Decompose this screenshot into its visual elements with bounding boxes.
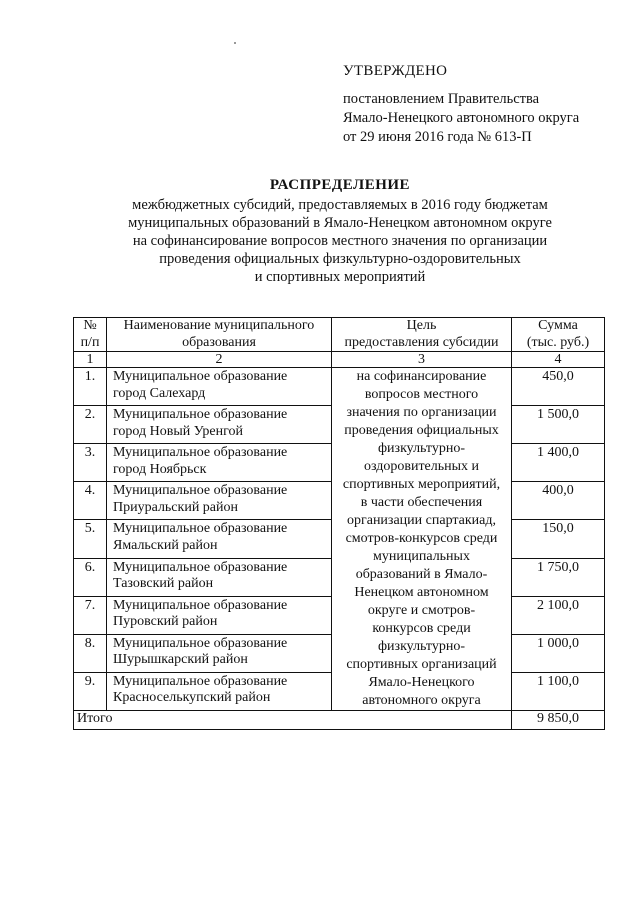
row-name [107, 520, 332, 558]
purpose-line: организации спартакиад, [346, 513, 497, 528]
row-name-line: Ямальский район [113, 537, 218, 553]
row-name [107, 596, 332, 634]
purpose-line: физкультурно- [377, 441, 465, 456]
purpose-line: спортивных организаций [346, 657, 497, 672]
purpose-line: округе и смотров- [367, 603, 476, 618]
row-name-line: Муниципальное образование [113, 635, 288, 651]
column-number: 1 [74, 352, 107, 368]
row-name-line: Муниципальное образование [113, 521, 288, 537]
row-name [107, 406, 332, 444]
column-number-row [74, 352, 605, 368]
row-name [107, 558, 332, 596]
header-purpose-line: предоставления субсидии [344, 334, 499, 350]
row-sum: 400,0 [512, 482, 605, 520]
row-name-line: Муниципальное образование [113, 597, 288, 613]
approval-heading: УТВЕРЖДЕНО [343, 63, 448, 79]
purpose-line: проведения официальных [344, 423, 499, 438]
header-purpose-line: Цель [406, 318, 437, 333]
row-num: 1. [74, 368, 107, 406]
row-sum: 2 100,0 [512, 596, 605, 634]
row-sum: 1 100,0 [512, 672, 605, 710]
row-name-line: Муниципальное образование [113, 369, 288, 384]
title-line: муниципальных образований в Ямало-Ненецком автономном округе [128, 215, 552, 231]
row-name-line: Тазовский район [113, 576, 214, 592]
header-sum [512, 318, 605, 352]
table-row [74, 368, 605, 406]
title-line: на софинансирование вопросов местного значения по организации [132, 233, 548, 249]
purpose-line: муниципальных [373, 549, 470, 564]
header-sum-line: Сумма [538, 318, 578, 333]
purpose-line: автономного округа [362, 693, 481, 708]
row-name-line: Муниципальное образование [113, 559, 288, 575]
row-sum: 150,0 [512, 520, 605, 558]
purpose-line: значения по организации [346, 405, 497, 420]
header-name-line: образования [182, 334, 256, 350]
row-name-line: город Новый Уренгой [113, 423, 244, 439]
column-number: 4 [512, 352, 605, 368]
row-num: 7. [74, 596, 107, 634]
purpose-line: спортивных мероприятий, [342, 477, 501, 492]
row-sum: 1 500,0 [512, 406, 605, 444]
approval-line: постановлением Правительства [343, 91, 540, 107]
purpose-line: оздоровительных и [363, 459, 480, 474]
title-line: и спортивных мероприятий [254, 269, 426, 285]
row-num: 5. [74, 520, 107, 558]
header-num [74, 318, 107, 352]
approval-block [343, 62, 623, 147]
purpose-line: вопросов местного [364, 387, 479, 402]
title-heading: РАСПРЕДЕЛЕНИЕ [269, 177, 411, 193]
row-name-line: Муниципальное образование [113, 673, 288, 689]
approval-line: от 29 июня 2016 года № 613-П [343, 129, 532, 145]
row-sum: 1 400,0 [512, 444, 605, 482]
row-num: 8. [74, 634, 107, 672]
document-title [60, 176, 620, 286]
purpose-line: в части обеспечения [360, 495, 483, 510]
row-num: 3. [74, 444, 107, 482]
row-num: 2. [74, 406, 107, 444]
distribution-table [73, 317, 605, 730]
purpose-line: образований в Ямало- [355, 567, 488, 582]
row-name-line: Пуровский район [113, 614, 218, 630]
purpose-line: Ненецком автономном [354, 585, 489, 600]
header-name-line: Наименование муниципального [123, 318, 315, 333]
purpose-line: физкультурно- [377, 639, 465, 654]
row-name-line: Шурышкарский район [113, 652, 248, 668]
purpose-line: Ямало-Ненецкого [368, 675, 475, 690]
column-number: 2 [107, 352, 332, 368]
total-sum: 9 850,0 [512, 711, 605, 730]
header-sum-line: (тыс. руб.) [526, 334, 590, 350]
row-name-line: город Ноябрьск [113, 461, 207, 477]
row-name-line: Муниципальное образование [113, 483, 288, 499]
header-name [107, 318, 332, 352]
row-num: 9. [74, 672, 107, 710]
row-sum: 1 750,0 [512, 558, 605, 596]
purpose-cell [332, 368, 512, 711]
row-name-line: Приуральский район [113, 499, 239, 515]
row-name [107, 482, 332, 520]
scan-speck [234, 42, 236, 44]
row-sum: 1 000,0 [512, 634, 605, 672]
row-name [107, 368, 332, 406]
row-name [107, 444, 332, 482]
purpose-line: на софинансирование [356, 369, 487, 384]
total-row [74, 711, 605, 730]
row-name-line: Муниципальное образование [113, 445, 288, 461]
purpose-line: конкурсов среди [372, 621, 471, 636]
row-name [107, 634, 332, 672]
row-name [107, 672, 332, 710]
row-name-line: Муниципальное образование [113, 407, 288, 423]
row-name-line: Красноселькупский район [113, 690, 271, 706]
title-line: проведения официальных физкультурно-оздоровительных [159, 251, 521, 267]
row-name-line: город Салехард [113, 385, 206, 401]
approval-line: Ямало-Ненецкого автономного округа [343, 110, 580, 126]
table-header-row [74, 318, 605, 352]
row-num: 6. [74, 558, 107, 596]
title-line: межбюджетных субсидий, предоставляемых в 2016 году бюджетам [132, 197, 548, 213]
header-purpose [332, 318, 512, 352]
row-num: 4. [74, 482, 107, 520]
column-number: 3 [332, 352, 512, 368]
header-num-line: п/п [80, 334, 100, 350]
row-sum: 450,0 [512, 368, 605, 406]
purpose-line: смотров-конкурсов среди [345, 531, 498, 546]
header-num-line: № [83, 318, 97, 333]
total-label: Итого [74, 711, 512, 730]
